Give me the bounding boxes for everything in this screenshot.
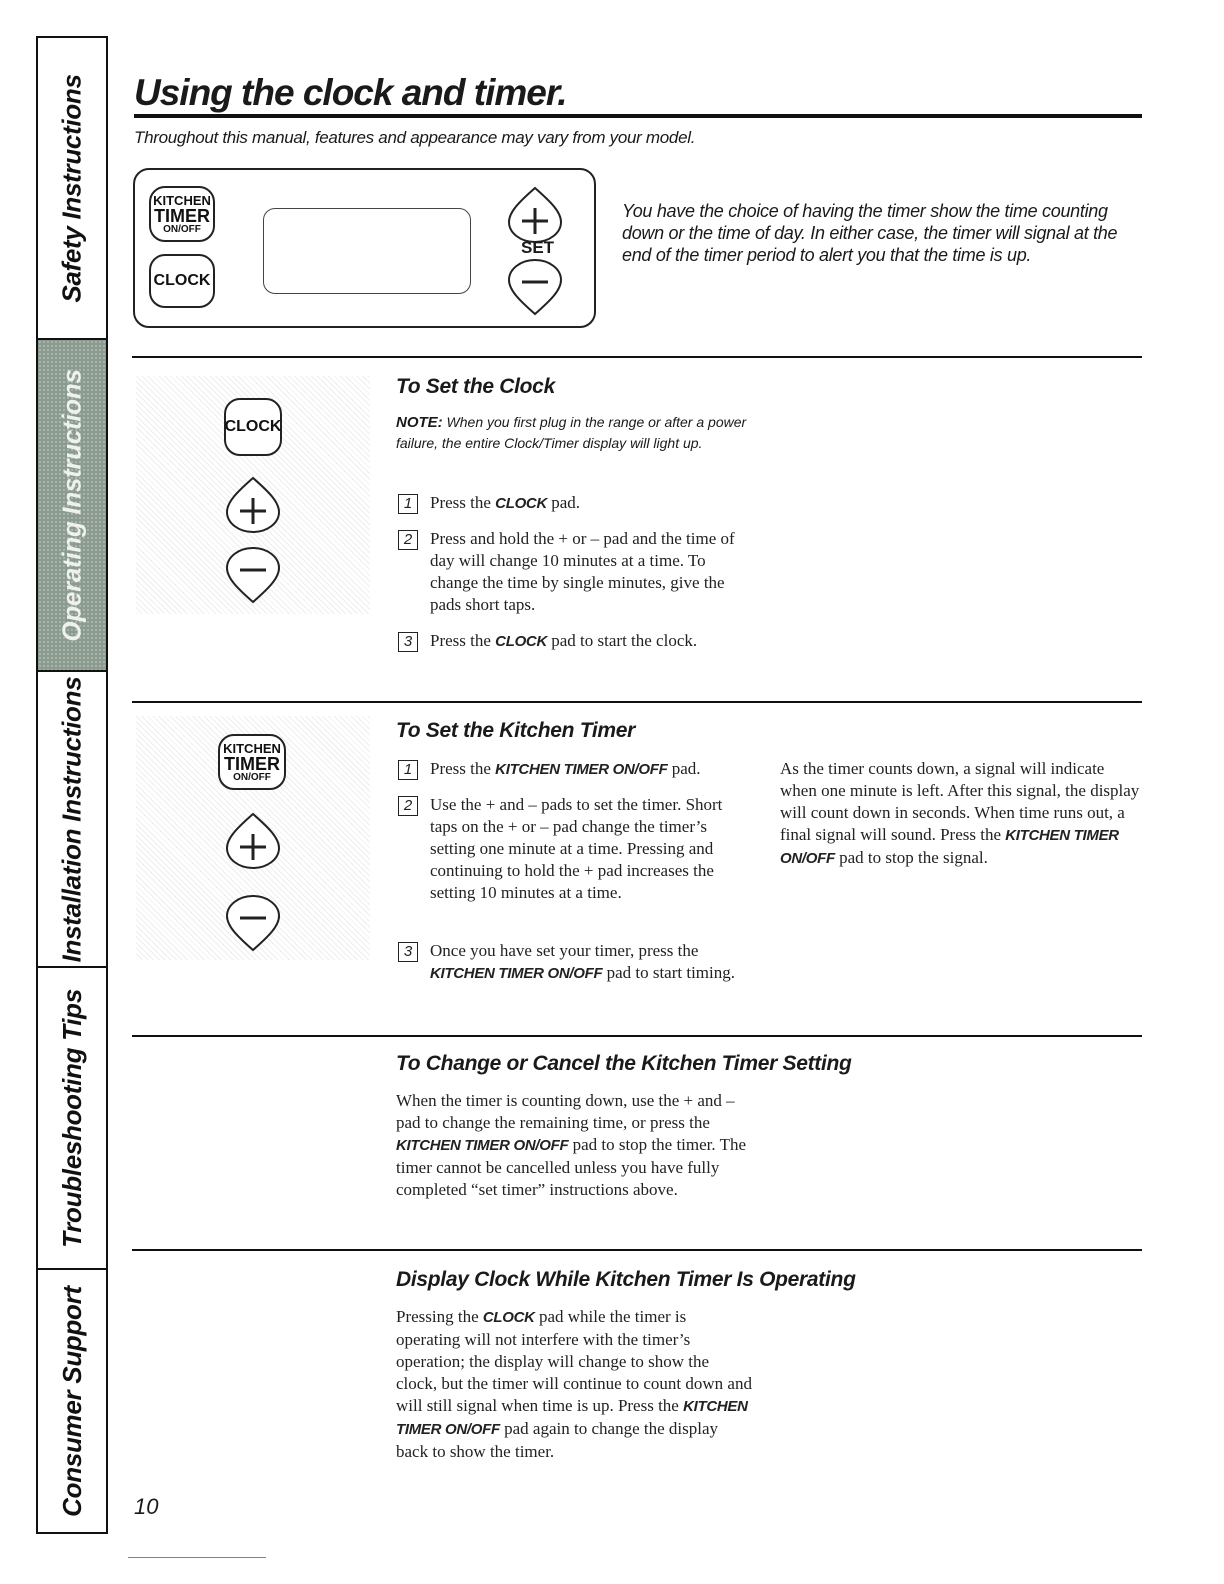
keyword: KITCHEN TIMER ON/OFF	[396, 1137, 569, 1154]
timer-countdown-text	[780, 758, 1142, 870]
paragraph-text: pad again to change the display back to show the timer.	[396, 1419, 718, 1461]
keyword: CLOCK	[482, 1309, 535, 1326]
clock-pad	[149, 254, 215, 308]
step-text: Press the	[430, 493, 496, 512]
paragraph-text: When the timer is counting down, use the + and – pad to change the remaining time, or press the	[396, 1091, 735, 1132]
keyword: KITCHEN TIMER ON/OFF	[396, 1398, 748, 1438]
step-text: Press the	[430, 631, 496, 650]
section-sidebar	[36, 36, 108, 1534]
section-divider	[132, 356, 1142, 358]
section-divider	[132, 701, 1142, 703]
page-number: 10	[134, 1494, 159, 1519]
step-text: Press the	[430, 759, 496, 778]
pad-label-timer: TIMER	[154, 205, 210, 226]
sidebar-tab-label: Operating Instructions	[56, 368, 87, 642]
step-text: Press and hold the + or – pad and the time of day will change 10 minutes at a time. To change the time by single minutes, give the pads short taps.	[430, 529, 735, 614]
section-heading-change-timer: To Change or Cancel the Kitchen Timer Setting	[396, 1052, 852, 1075]
step-text: Use the + and – pads to set the timer. Short taps on the + or – pad change the timer’s setting one minute at a time. Pressing and continuing to hold the + pad increases the setting 10 minutes at a time.	[430, 795, 723, 902]
display-window	[263, 208, 471, 294]
sidebar-tab-label: Installation Instructions	[56, 676, 87, 962]
step-number: 3	[398, 632, 418, 652]
step-number: 2	[398, 530, 418, 550]
kitchen-timer-pad	[218, 734, 286, 790]
step-number: 1	[398, 760, 418, 780]
set-label: SET	[521, 238, 555, 257]
pad-label-kitchen: KITCHEN	[153, 192, 211, 208]
page-subtitle: Throughout this manual, features and appearance may vary from your model.	[134, 128, 696, 147]
note-text: When you first plug in the range or after a power failure, the entire Clock/Timer display will light up.	[396, 414, 747, 451]
pad-label-clock: CLOCK	[224, 418, 282, 435]
clock-step-2	[398, 528, 744, 616]
display-clock-text	[396, 1306, 752, 1463]
timer-step-3	[398, 940, 738, 985]
keyword: KITCHEN TIMER ON/OFF	[430, 965, 603, 982]
section-divider	[132, 1249, 1142, 1251]
sidebar-tab-troubleshooting[interactable]	[38, 968, 106, 1270]
plus-pad-icon	[225, 812, 281, 870]
note-label: NOTE:	[396, 414, 443, 431]
control-panel-illustration	[133, 168, 596, 328]
keyword: KITCHEN TIMER ON/OFF	[780, 827, 1119, 867]
clock-note	[396, 412, 756, 454]
pad-label-clock: CLOCK	[153, 272, 211, 289]
sidebar-tab-label: Troubleshooting Tips	[56, 988, 87, 1248]
section-heading-set-clock: To Set the Clock	[396, 375, 555, 398]
keyword: KITCHEN TIMER ON/OFF	[495, 761, 668, 778]
sidebar-tab-label: Consumer Support	[56, 1285, 87, 1517]
step-number: 3	[398, 942, 418, 962]
paragraph-text: pad to stop the timer. The timer cannot be cancelled unless you have fully completed “set timer” instructions above.	[396, 1135, 747, 1199]
pad-label-kitchen: KITCHEN	[223, 740, 281, 756]
paragraph-text: pad to stop the signal.	[834, 848, 988, 867]
paragraph-text: As the timer counts down, a signal will indicate when one minute is left. After this signal, the display will count down in seconds. When time runs out, a final signal will sound. Press the	[780, 759, 1140, 844]
page-title: Using the clock and timer.	[134, 72, 567, 113]
plus-pad-icon	[507, 186, 563, 244]
sidebar-tab-safety[interactable]	[38, 38, 106, 340]
intro-text: You have the choice of having the timer show the time counting down or the time of day. In either case, the timer will signal at the end of the timer period to alert you that the time is up.	[622, 201, 1118, 265]
timer-step-2	[398, 794, 738, 904]
minus-pad-icon	[507, 258, 563, 316]
section-heading-display-clock: Display Clock While Kitchen Timer Is Operating	[396, 1268, 856, 1291]
kitchen-timer-pad	[149, 186, 215, 242]
pad-label-timer: TIMER	[224, 753, 280, 774]
sidebar-tab-label: Safety Instructions	[56, 73, 87, 303]
pad-label-onoff: ON/OFF	[163, 223, 201, 235]
sidebar-tab-installation[interactable]	[38, 672, 106, 968]
timer-pads-illustration	[136, 716, 370, 960]
step-text: pad to start timing.	[602, 963, 736, 982]
step-text: pad to start the clock.	[547, 631, 698, 650]
sidebar-tab-operating[interactable]	[38, 340, 106, 672]
title-divider	[134, 114, 1142, 118]
section-heading-set-timer: To Set the Kitchen Timer	[396, 719, 636, 742]
footer-line	[128, 1557, 266, 1558]
timer-step-1	[398, 758, 770, 781]
step-number: 2	[398, 796, 418, 816]
keyword: CLOCK	[495, 495, 547, 512]
step-text: Once you have set your timer, press the	[430, 941, 699, 960]
paragraph-text: Pressing the	[396, 1307, 483, 1326]
pad-label-onoff: ON/OFF	[233, 771, 271, 783]
step-text: pad.	[667, 759, 701, 778]
minus-pad-icon	[225, 546, 281, 604]
keyword: CLOCK	[495, 633, 547, 650]
plus-pad-icon	[225, 476, 281, 534]
step-number: 1	[398, 494, 418, 514]
step-text: pad.	[547, 493, 581, 512]
minus-pad-icon	[225, 894, 281, 952]
sidebar-tab-consumer-support[interactable]	[38, 1270, 106, 1532]
clock-step-1	[398, 492, 758, 515]
clock-pads-illustration	[136, 376, 370, 614]
clock-step-3	[398, 630, 778, 653]
change-timer-text	[396, 1090, 748, 1201]
paragraph-text: pad while the timer is operating will not interfere with the timer’s operation; the display will change to show the clock, but the timer will continue to count down and will still signal when time is up. Press the	[396, 1307, 752, 1415]
section-divider	[132, 1035, 1142, 1037]
clock-pad	[224, 398, 282, 456]
